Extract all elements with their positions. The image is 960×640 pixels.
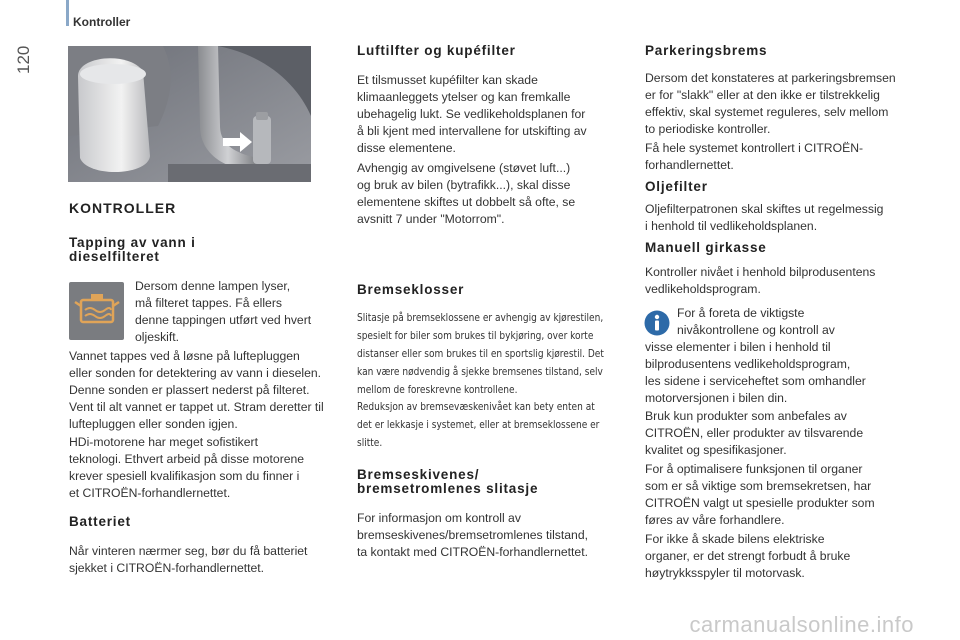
paragraph-line: er for "slakk" eller at den ikke er tilstrekkelig — [645, 88, 880, 102]
paragraph-line: CITROËN valgt ut spesielle produkter som — [645, 496, 875, 510]
paragraph-line: For informasjon om kontroll av — [357, 511, 521, 525]
paragraph-line: bilprodusentens vedlikeholdsprogram, — [645, 357, 851, 371]
cabin-filter-heading: Luftilfter og kupéfilter — [357, 43, 516, 58]
brake-discs-paragraph — [357, 510, 647, 561]
paragraph-line: krever spesiell kvalifikasjon som du finner i — [69, 469, 300, 483]
section-title: Kontroller — [73, 15, 131, 29]
paragraph-line: distanser eller som brukes til en sportslig kjørestil. Det — [357, 348, 604, 360]
lamp-text-line: oljeskift. — [135, 330, 180, 344]
parking-brake-heading: Parkeringsbrems — [645, 43, 768, 58]
paragraph-line: kvalitet og spesifikasjoner. — [645, 443, 787, 457]
paragraph-line: Få hele systemet kontrollert i CITROËN- — [645, 141, 864, 155]
header-bar — [66, 0, 69, 26]
fuel-water-warning-icon — [69, 282, 124, 340]
paragraph-line: For å foreta de viktigste — [677, 306, 805, 320]
manual-gearbox-paragraph — [645, 264, 925, 298]
paragraph-line: disse elementene. — [357, 141, 456, 155]
paragraph-line: teknologi. Ethvert arbeid på disse motorene — [69, 452, 305, 466]
paragraph-line: det er lekkasje i systemet, eller at bremseklossene er — [357, 419, 600, 431]
paragraph-line: vedlikeholdsprogram. — [645, 282, 761, 296]
paragraph-line: Når vinteren nærmer seg, bør du få batteriet — [69, 544, 308, 558]
engine-photo — [68, 46, 311, 182]
water-drain-heading — [69, 236, 196, 264]
battery-paragraph — [69, 543, 349, 577]
cabin-filter-paragraph-2 — [357, 160, 637, 228]
hdi-paragraph — [69, 434, 349, 502]
paragraph-line: visse elementer i bilen i henhold til — [645, 340, 831, 354]
brake-pads-heading: Bremseklosser — [357, 282, 465, 297]
fuel-water-warning-lamp — [69, 282, 124, 340]
manual-gearbox-heading: Manuell girkasse — [645, 240, 767, 255]
brake-discs-heading-line1: Bremseskivenes/ — [357, 467, 480, 482]
paragraph-line: eller sonden for detektering av vann i dieselen. — [69, 366, 322, 380]
info-indent-text — [677, 305, 897, 339]
paragraph-line: luftepluggen eller sonden igjen. — [69, 417, 238, 431]
paragraph-line: For ikke å skade bilens elektriske — [645, 532, 825, 546]
paragraph-line: organer, er det strengt forbudt å bruke — [645, 549, 851, 563]
info-paragraph-2 — [645, 408, 925, 459]
lamp-description — [135, 278, 335, 346]
paragraph-line: les sidene i serviceheftet som omhandler — [645, 374, 866, 388]
brake-discs-heading — [357, 468, 538, 496]
paragraph-line: nivåkontrollene og kontroll av — [677, 323, 835, 337]
parking-brake-paragraph — [645, 70, 925, 138]
paragraph-line: Vent til alt vannet er tappet ut. Stram deretter til — [69, 400, 324, 414]
paragraph-line: klimaanleggets ytelser og kan fremkalle — [357, 90, 571, 104]
water-drain-paragraph — [69, 348, 349, 433]
oil-filter-heading: Oljefilter — [645, 179, 708, 194]
paragraph-line: CITROËN, eller produkter av tilsvarende — [645, 426, 864, 440]
lamp-text-line: denne tappingen utført ved hvert — [135, 313, 312, 327]
paragraph-line: Dersom det konstateres at parkeringsbremsen — [645, 71, 896, 85]
paragraph-line: to periodiske kontroller. — [645, 122, 771, 136]
paragraph-line: Oljefilterpatronen skal skiftes ut regelmessig — [645, 202, 884, 216]
paragraph-line: sjekket i CITROËN-forhandlernettet. — [69, 561, 265, 575]
info-icon-graphic — [643, 309, 671, 337]
paragraph-line: føres av våre forhandlere. — [645, 513, 785, 527]
paragraph-line: et CITROËN-forhandlernettet. — [69, 486, 231, 500]
paragraph-line: Vannet tappes ved å løsne på luftepluggen — [69, 349, 300, 363]
kontroller-heading: KONTROLLER — [69, 200, 177, 216]
lamp-text-line: Dersom denne lampen lyser, — [135, 279, 291, 293]
water-drain-heading-line1: Tapping av vann i — [69, 235, 196, 250]
parking-brake-paragraph-2 — [645, 140, 925, 174]
paragraph-line: motorversjonen i bilen din. — [645, 391, 788, 405]
paragraph-line: Avhengig av omgivelsene (støvet luft...) — [357, 161, 571, 175]
paragraph-line: elementene skiftes ut dobbelt så ofte, se — [357, 195, 576, 209]
brake-fluid-paragraph — [357, 398, 667, 452]
paragraph-line: mellom de foreskrevne kontrollene. — [357, 384, 518, 396]
paragraph-line: HDi-motorene har meget sofistikert — [69, 435, 258, 449]
water-drain-heading-line2: dieselfilteret — [69, 249, 160, 264]
paragraph-line: bremseskivenes/bremsetromlenes tilstand, — [357, 528, 588, 542]
paragraph-line: kan være nødvendig å sjekke bremsenes tilstand, selv — [357, 366, 603, 378]
engine-photo-illustration — [68, 46, 311, 182]
info-paragraph-1 — [645, 339, 925, 407]
brake-discs-heading-line2: bremsetromlenes slitasje — [357, 481, 539, 496]
paragraph-line: forhandlernettet. — [645, 158, 734, 172]
cabin-filter-paragraph — [357, 72, 637, 157]
paragraph-line: Bruk kun produkter som anbefales av — [645, 409, 847, 423]
paragraph-line: i henhold til vedlikeholdsplanen. — [645, 219, 818, 233]
paragraph-line: For å optimalisere funksjonen til organer — [645, 462, 863, 476]
paragraph-line: å bli kjent med intervallene for utskifting av — [357, 124, 587, 138]
brake-pads-paragraph — [357, 309, 667, 399]
battery-heading: Batteriet — [69, 514, 131, 529]
watermark: carmanualsonline.info — [689, 612, 914, 637]
paragraph-line: Reduksjon av bremsevæskenivået kan bety enten at — [357, 401, 595, 413]
paragraph-line: Denne sonden er plassert nederst på filteret. — [69, 383, 310, 397]
paragraph-line: høytrykksspyler til motorvask. — [645, 566, 805, 580]
paragraph-line: som er så viktige som bremsekretsen, har — [645, 479, 872, 493]
page-number: 120 — [14, 45, 33, 74]
paragraph-line: Slitasje på bremseklossene er avhengig av kjørestilen, — [357, 312, 604, 324]
info-paragraph-3 — [645, 461, 925, 529]
info-icon — [643, 309, 671, 337]
paragraph-line: slitte. — [357, 437, 383, 449]
lamp-text-line: må filteret tappes. Få ellers — [135, 296, 282, 310]
paragraph-line: Et tilsmusset kupéfilter kan skade — [357, 73, 538, 87]
paragraph-line: ta kontakt med CITROËN-forhandlernettet. — [357, 545, 588, 559]
oil-filter-paragraph — [645, 201, 925, 235]
info-paragraph-4 — [645, 531, 925, 582]
paragraph-line: avsnitt 7 under "Motorrom". — [357, 212, 505, 226]
paragraph-line: effektiv, skal systemet reguleres, selv mellom — [645, 105, 889, 119]
paragraph-line: Kontroller nivået i henhold bilprodusentens — [645, 265, 876, 279]
paragraph-line: spesielt for biler som brukes til bykjøring, over korte — [357, 330, 594, 342]
paragraph-line: ubehagelig lukt. Se vedlikeholdsplanen for — [357, 107, 586, 121]
paragraph-line: og bruk av bilen (bytrafikk...), skal disse — [357, 178, 571, 192]
